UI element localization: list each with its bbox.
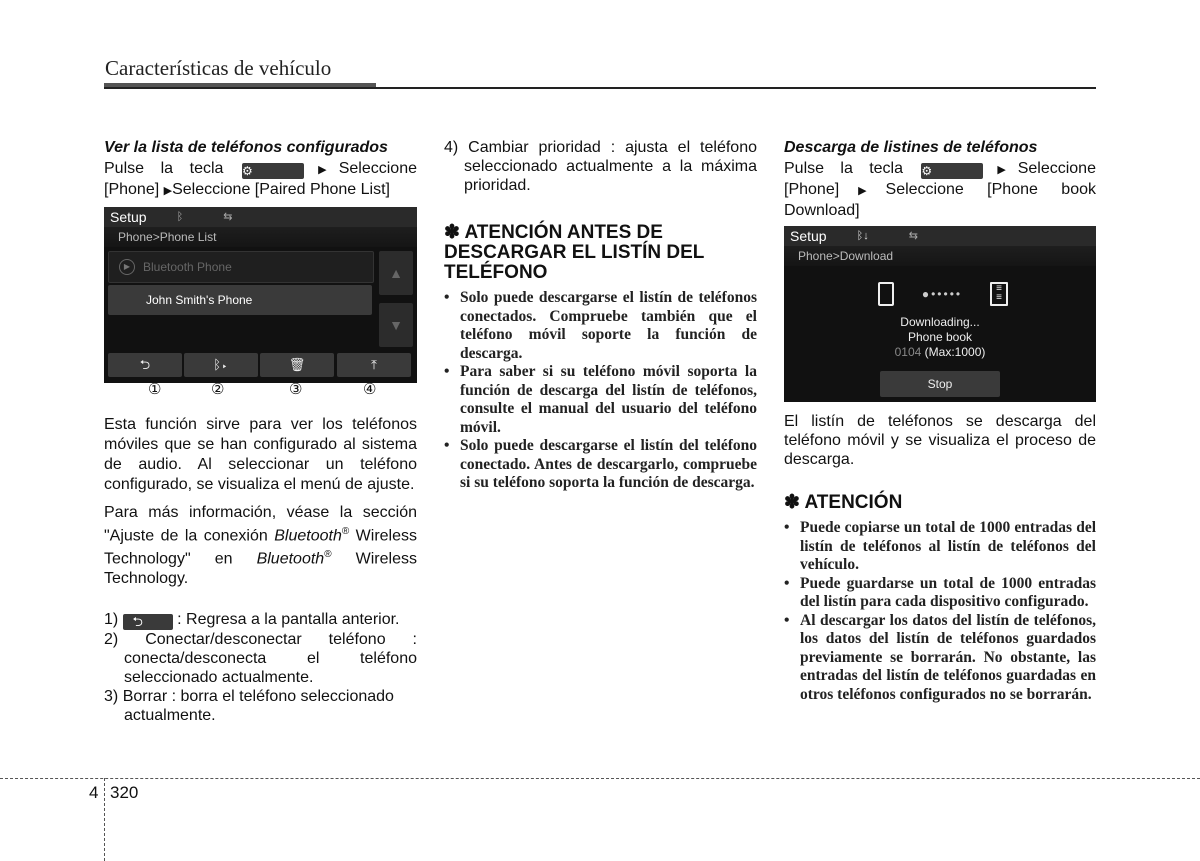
page-number: 320	[110, 783, 139, 802]
section-heading: Descarga de listines de teléfonos	[784, 139, 1038, 156]
attention-item: • Solo puede descargarse el listín del teléfono conectado. Antes de descargarlo, compruebe si su teléfono soporta la función de descarga.	[444, 437, 757, 493]
screen-title: Setup	[790, 227, 827, 244]
attention-item: • Al descargar los datos del listín de teléfonos, los datos del listín de teléfonos guardados previamente se borrarán. No obstante, las entradas del listín de teléfonos guardadas en otros teléfonos configurados no se borrarán.	[784, 612, 1096, 705]
callout-2: ②	[211, 381, 225, 398]
arrow-right-icon: ▶	[163, 185, 173, 197]
screen-breadcrumb: Phone>Download	[784, 246, 1096, 266]
column-1	[104, 138, 417, 725]
list-item: 1) ⮌ : Regresa a la pantalla anterior.	[104, 610, 400, 629]
instruction-line-2: [Phone] ▶Seleccione [Paired Phone List]	[104, 181, 390, 198]
scroll-up-button[interactable]: ▲	[379, 251, 413, 295]
attention-item: • Solo puede descargarse el listín de teléfonos conectados. Compruebe también que el teléfono móvil soporte la función de descarga.	[444, 289, 757, 363]
callout-3: ③	[289, 381, 303, 398]
attention-list	[444, 289, 757, 493]
back-icon: ⮌	[123, 614, 173, 630]
arrow-right-icon: ▶	[306, 164, 339, 176]
arrow-right-icon: ▶	[985, 164, 1018, 176]
attention-item: • Para saber si su teléfono móvil soporta la función de descarga del listín de teléfonos, consulte el manual del usuario del teléfono móvil.	[444, 363, 757, 437]
back-button[interactable]: ⮌	[108, 353, 182, 377]
progress-dots: ●•••••	[921, 286, 963, 301]
column-3	[784, 138, 1096, 704]
paragraph-more-info: Para más información, véase la sección "Ajuste de la conexión Bluetooth® Wireless Technology" en Bluetooth® Wireless Technology.	[104, 504, 418, 587]
delete-button[interactable]: 🗑	[260, 353, 334, 377]
footer-rule	[0, 778, 1200, 779]
list-item-john-smith-phone[interactable]: John Smith's Phone	[108, 285, 372, 315]
page-header-title: Características de vehículo	[105, 56, 332, 80]
phone-list-screen	[104, 207, 417, 383]
paragraph-download: El listín de teléfonos se descarga del teléfono móvil y se visualiza el proceso de descarga.	[784, 413, 1096, 468]
play-icon: ▶	[119, 259, 135, 275]
attention-item: • Puede copiarse un total de 1000 entradas del listín de teléfonos al listín de teléfonos del vehículo.	[784, 519, 1096, 575]
attention-list	[784, 519, 1096, 704]
screen-title: Setup	[110, 208, 147, 225]
screen-title-bar	[104, 207, 417, 227]
screen-breadcrumb: Phone>Phone List	[104, 227, 417, 247]
callout-4: ④	[363, 381, 377, 398]
phone-icon	[878, 282, 894, 306]
attention-title: ✽ ATENCIÓN	[784, 492, 903, 513]
bluetooth-icon: ᛒ	[176, 210, 184, 223]
attention-title: ✽ ATENCIÓN ANTES DE DESCARGAR EL LISTÍN DEL TELÉFONO	[444, 222, 705, 283]
attention-item: • Puede guardarse un total de 1000 entradas del listín para cada dispositivo configurado.	[784, 575, 1096, 612]
priority-button[interactable]: ⤒	[337, 353, 411, 377]
list-item-4: 4) Cambiar prioridad : ajusta el teléfono seleccionado actualmente a la máxima prioridad.	[444, 139, 757, 194]
footer-vertical-rule	[104, 778, 105, 861]
scroll-down-button[interactable]: ▼	[379, 303, 413, 347]
download-status: Downloading... Phone book 0104 (Max:1000)	[894, 315, 986, 359]
arrow-right-icon: ▶	[839, 185, 886, 197]
numbered-list	[104, 610, 417, 725]
paragraph-function: Esta función sirve para ver los teléfonos móviles que se han configurado al sistema de audio. Al seleccionar un teléfono configurado, se visualiza el menú de ajuste.	[104, 416, 417, 493]
stop-button[interactable]: Stop	[880, 371, 1000, 397]
column-2	[444, 138, 757, 493]
usb-icon: ⇆	[908, 229, 918, 242]
list-item: 2) Conectar/desconectar teléfono : conecta/desconecta el teléfono seleccionado actualmente.	[104, 630, 417, 686]
connect-toggle-button[interactable]: ᛒ▸	[184, 353, 258, 377]
chapter-number: 4	[89, 783, 99, 802]
list-item: 3) Borrar : borra el teléfono seleccionado actualmente.	[104, 687, 394, 724]
section-heading: Ver la lista de teléfonos configurados	[104, 139, 388, 156]
bluetooth-download-icon: ᛒ↓	[856, 229, 869, 242]
setup-key-chip: ⚙	[921, 163, 983, 179]
instruction-line: Pulse la tecla ⚙ ▶Seleccione	[784, 160, 1096, 178]
download-progress-graphic	[878, 281, 1008, 307]
callout-1: ①	[148, 381, 162, 398]
list-item-bluetooth-phone[interactable]: ▶ Bluetooth Phone	[108, 251, 374, 283]
setup-key-chip: ⚙	[242, 163, 304, 179]
instruction-line: Pulse la tecla ⚙ ▶Seleccione	[104, 160, 417, 178]
header-rule	[104, 87, 1096, 89]
instruction-line-2: [Phone]▶Seleccione [Phone book Download]	[784, 181, 1096, 219]
screen-title-bar	[784, 226, 1096, 246]
phonebook-icon: ≡ ≡	[990, 282, 1008, 306]
usb-icon: ⇆	[223, 210, 233, 223]
download-screen	[784, 226, 1096, 402]
